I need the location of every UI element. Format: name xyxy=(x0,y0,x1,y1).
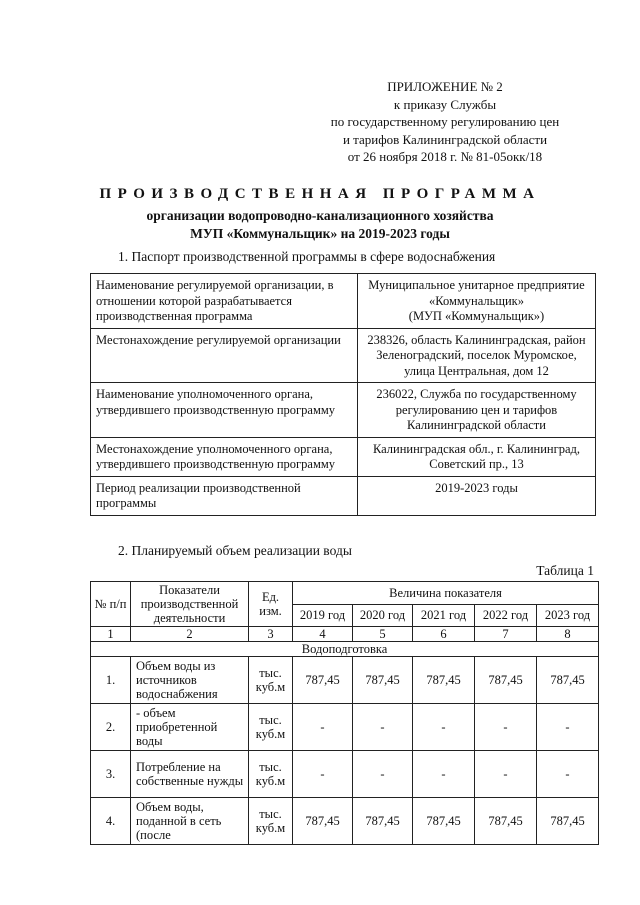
water-volume-table xyxy=(90,581,599,845)
row-value: 787,45 xyxy=(537,798,599,845)
appendix-line: к приказу Службы xyxy=(393,96,497,112)
group-row xyxy=(91,642,599,657)
row-value: 787,45 xyxy=(353,657,413,704)
row-indicator: - объем приобретенной воды xyxy=(131,704,249,751)
row-indicator: Потребление на собственные нужды xyxy=(131,751,249,798)
passport-value xyxy=(358,437,596,476)
column-number: 2 xyxy=(131,627,249,642)
row-value: - xyxy=(475,704,537,751)
row-value: - xyxy=(413,704,475,751)
header-num: № п/п xyxy=(91,582,131,627)
document-title: ПРОИЗВОДСТВЕННАЯ ПРОГРАММА xyxy=(99,186,541,202)
header-year: 2021 год xyxy=(413,604,475,627)
section-heading-passport: 1. Паспорт производственной программы в сфере водоснабжения xyxy=(118,249,496,264)
value-line: (МУП «Коммунальщик») xyxy=(408,309,545,323)
row-value: 787,45 xyxy=(537,657,599,704)
appendix-block xyxy=(300,78,590,166)
row-value: - xyxy=(293,751,353,798)
row-value: 787,45 xyxy=(475,657,537,704)
header-year: 2020 год xyxy=(353,604,413,627)
row-value: 787,45 xyxy=(413,798,475,845)
row-value: 787,45 xyxy=(293,798,353,845)
value-line: Муниципальное унитарное предприятие xyxy=(368,278,585,292)
appendix-line: по государственному регулированию цен xyxy=(330,114,560,129)
column-number: 6 xyxy=(413,627,475,642)
value-line: 2019-2023 годы xyxy=(435,480,518,495)
passport-value xyxy=(358,476,596,515)
column-number: 7 xyxy=(475,627,537,642)
subtitle-line: организации водопроводно-канализационного хозяйства xyxy=(146,208,494,223)
appendix-title: ПРИЛОЖЕНИЕ № 2 xyxy=(387,79,503,94)
subtitle-line: МУП «Коммунальщик» на 2019-2023 годы xyxy=(190,226,450,241)
column-number: 8 xyxy=(537,627,599,642)
row-value: 787,45 xyxy=(293,657,353,704)
row-number: 3. xyxy=(91,751,131,798)
table-caption: Таблица 1 xyxy=(536,563,594,578)
passport-row xyxy=(91,274,596,329)
header-year: 2022 год xyxy=(475,604,537,627)
column-number: 3 xyxy=(249,627,293,642)
passport-label: Наименование уполномоченного органа, утвердившего производственную программу xyxy=(91,383,358,438)
table-row xyxy=(91,704,599,751)
column-number: 4 xyxy=(293,627,353,642)
row-value: - xyxy=(413,751,475,798)
passport-label: Местонахождение регулируемой организации xyxy=(91,328,358,383)
row-unit: тыс. куб.м xyxy=(249,751,293,798)
passport-table xyxy=(90,273,596,516)
row-indicator: Объем воды из источников водоснабжения xyxy=(131,657,249,704)
value-line: Калининградской области xyxy=(407,418,546,432)
table-header-row xyxy=(91,582,599,605)
row-value: - xyxy=(293,704,353,751)
header-value: Величина показателя xyxy=(293,582,599,605)
passport-label: Местонахождение уполномоченного органа, утвердившего производственную программу xyxy=(91,437,358,476)
passport-value xyxy=(358,383,596,438)
row-unit: тыс. куб.м xyxy=(249,704,293,751)
row-number: 2. xyxy=(91,704,131,751)
value-line: 236022, Служба по государственному xyxy=(376,387,577,401)
table-row xyxy=(91,657,599,704)
value-line: 238326, область Калининградская, район xyxy=(367,332,586,347)
column-number: 1 xyxy=(91,627,131,642)
passport-row xyxy=(91,328,596,383)
row-number: 1. xyxy=(91,657,131,704)
table-row xyxy=(91,798,599,845)
row-value: 787,45 xyxy=(353,798,413,845)
section-heading-volume: 2. Планируемый объем реализации воды xyxy=(118,543,352,558)
row-value: - xyxy=(537,751,599,798)
row-value: - xyxy=(353,704,413,751)
header-year: 2023 год xyxy=(537,604,599,627)
passport-label: Наименование регулируемой организации, в отношении которой разрабатывается производственная программа xyxy=(91,274,358,329)
row-number: 4. xyxy=(91,798,131,845)
row-unit: тыс. куб.м xyxy=(249,657,293,704)
document-subtitle xyxy=(0,207,640,243)
table-row xyxy=(91,751,599,798)
header-indicator: Показатели производственной деятельности xyxy=(131,582,249,627)
row-unit: тыс. куб.м xyxy=(249,798,293,845)
value-line: Калининградская обл., г. Калининград, xyxy=(372,441,581,456)
passport-value xyxy=(358,274,596,329)
row-value: - xyxy=(353,751,413,798)
column-number: 5 xyxy=(353,627,413,642)
value-line: Зеленоградский, поселок Муромское, xyxy=(376,348,577,362)
header-unit: Ед. изм. xyxy=(249,582,293,627)
value-line: «Коммунальщик» xyxy=(429,293,524,308)
column-number-row xyxy=(91,627,599,642)
row-value: - xyxy=(475,751,537,798)
value-line: Советский пр., 13 xyxy=(429,457,524,471)
passport-row xyxy=(91,383,596,438)
header-year: 2019 год xyxy=(293,604,353,627)
passport-label: Период реализации производственной программы xyxy=(91,476,358,515)
row-indicator: Объем воды, поданной в сеть (после xyxy=(131,798,249,845)
passport-row xyxy=(91,437,596,476)
value-line: улица Центральная, дом 12 xyxy=(404,363,549,378)
row-value: 787,45 xyxy=(413,657,475,704)
appendix-line: и тарифов Калининградской области xyxy=(342,131,548,147)
row-value: 787,45 xyxy=(475,798,537,845)
value-line: регулированию цен и тарифов xyxy=(395,402,558,417)
passport-value xyxy=(358,328,596,383)
row-value: - xyxy=(537,704,599,751)
passport-row xyxy=(91,476,596,515)
appendix-date: от 26 ноября 2018 г. № 81-05окк/18 xyxy=(347,149,543,164)
group-label: Водоподготовка xyxy=(91,642,599,657)
